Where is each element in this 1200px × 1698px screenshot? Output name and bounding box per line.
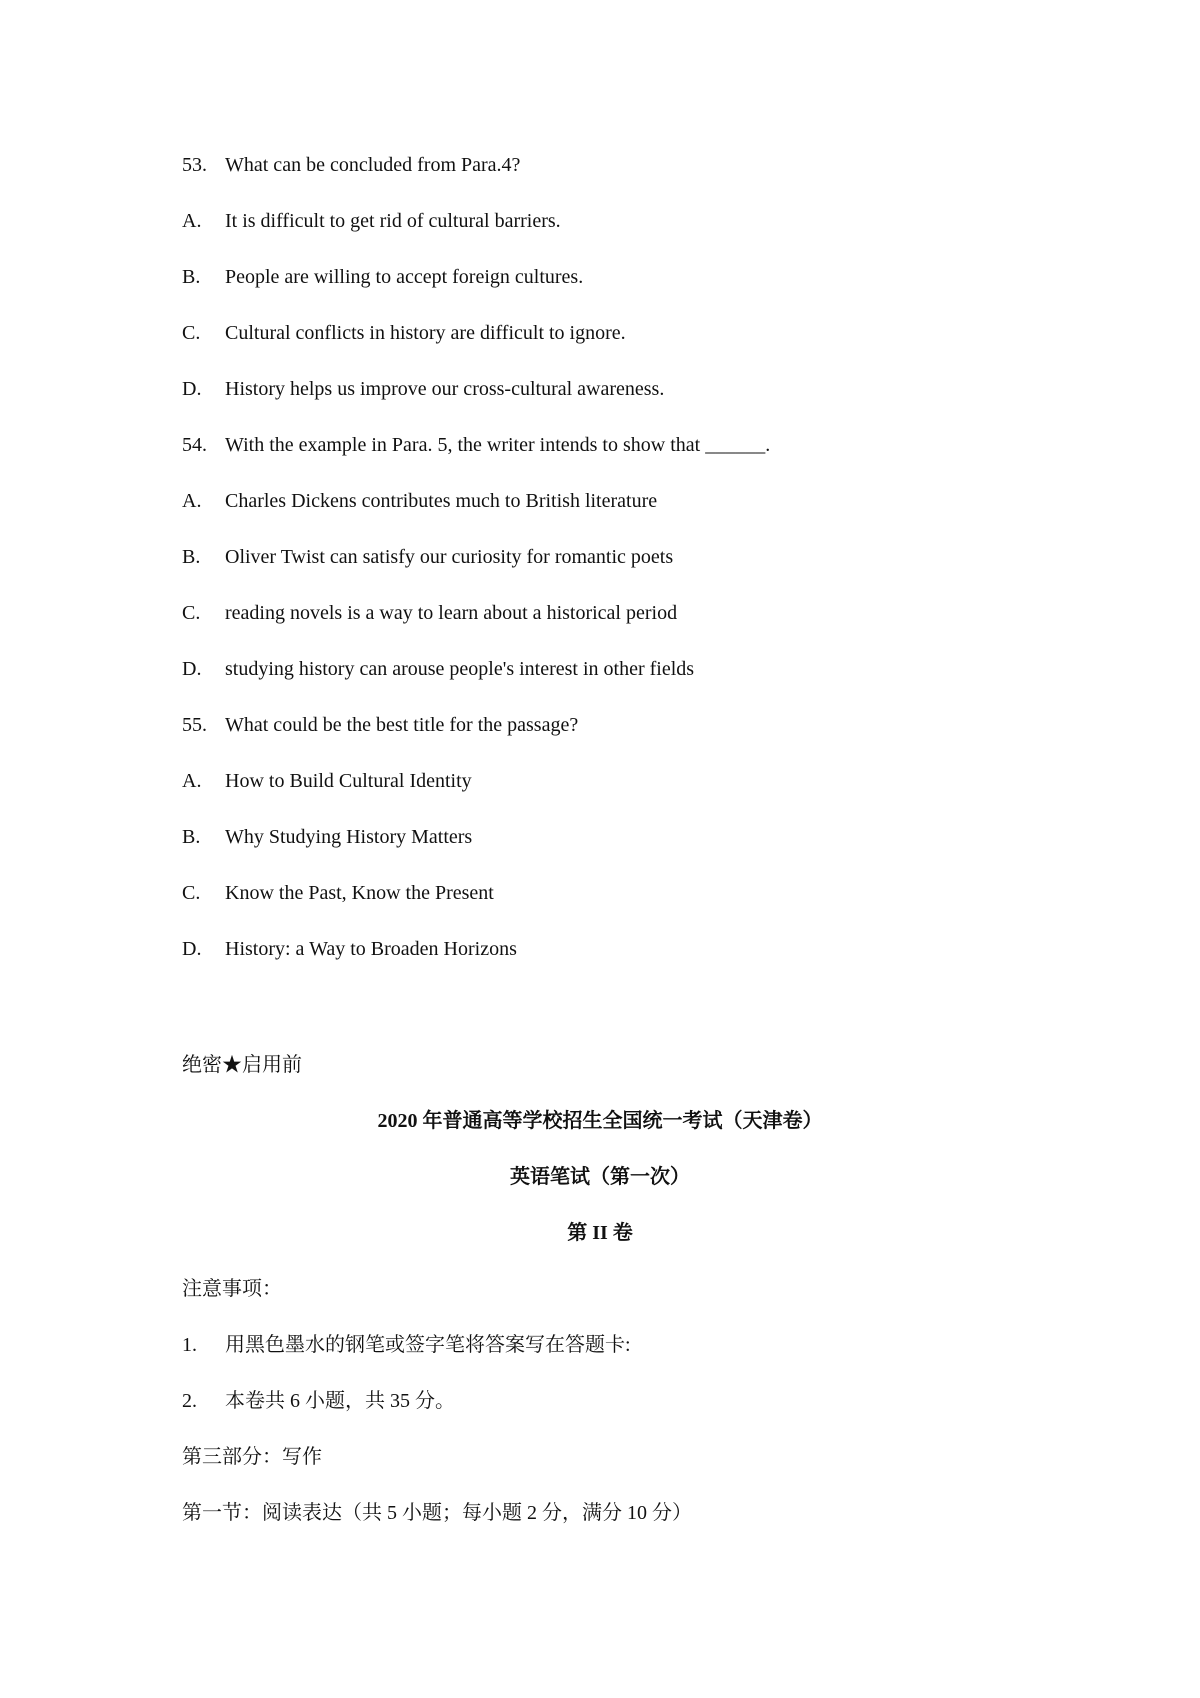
question-55-option-d [182,934,517,964]
question-text: What could be the best title for the passage? [225,714,579,736]
question-54-stem [182,430,770,460]
notes-item-2 [182,1386,455,1416]
option-letter: C. [182,882,201,904]
notes-item-number: 1. [182,1334,197,1356]
notes-item-text: 用黑色墨水的钢笔或签字笔将答案写在答题卡: [225,1334,631,1356]
option-letter: D. [182,658,202,680]
option-letter: B. [182,266,201,288]
section-subsection-title: 第一节：阅读表达（共 5 小题；每小题 2 分，满分 10 分） [182,1502,692,1524]
option-text: How to Build Cultural Identity [225,770,472,792]
section-part-title: 第三部分：写作 [182,1446,322,1468]
option-text: studying history can arouse people's interest in other fields [225,658,695,680]
option-letter: C. [182,602,201,624]
exam-title: 2020 年普通高等学校招生全国统一考试（天津卷） [377,1110,823,1132]
question-53-option-c [182,318,626,348]
secret-mark: 绝密★启用前 [182,1054,302,1076]
notes-item-text: 本卷共 6 小题，共 35 分。 [225,1390,455,1412]
option-letter: D. [182,938,202,960]
option-text: Oliver Twist can satisfy our curiosity for romantic poets [225,546,674,568]
question-53-stem [182,150,520,180]
question-text: With the example in Para. 5, the writer intends to show that ______. [225,434,771,456]
option-text: Know the Past, Know the Present [225,882,494,904]
question-53-option-a [182,206,561,236]
option-letter: A. [182,490,202,512]
question-text: What can be concluded from Para.4? [225,154,521,176]
question-55-option-b [182,822,472,852]
exam-subtitle: 英语笔试（第一次） [510,1166,690,1188]
option-letter: A. [182,770,202,792]
option-letter: B. [182,546,201,568]
question-number: 54. [182,434,207,456]
option-text: Why Studying History Matters [225,826,473,848]
question-55-option-a [182,766,472,796]
notes-item-number: 2. [182,1390,197,1412]
option-text: It is difficult to get rid of cultural barriers. [225,210,561,232]
question-54-option-a [182,486,657,516]
question-55-option-c [182,878,494,908]
option-letter: D. [182,378,202,400]
option-text: reading novels is a way to learn about a historical period [225,602,678,624]
option-text: History helps us improve our cross-cultural awareness. [225,378,665,400]
option-letter: A. [182,210,202,232]
question-54-option-d [182,654,694,684]
notes-item-1 [182,1330,631,1360]
question-number: 55. [182,714,207,736]
question-55-stem [182,710,578,740]
question-54-option-b [182,542,673,572]
option-letter: C. [182,322,201,344]
notes-heading: 注意事项： [182,1278,282,1300]
option-text: Charles Dickens contributes much to British literature [225,490,658,512]
volume-title: 第 II 卷 [567,1222,633,1244]
question-53-option-b [182,262,583,292]
option-letter: B. [182,826,201,848]
question-54-option-c [182,598,677,628]
question-number: 53. [182,154,207,176]
option-text: People are willing to accept foreign cultures. [225,266,584,288]
option-text: History: a Way to Broaden Horizons [225,938,517,960]
option-text: Cultural conflicts in history are difficult to ignore. [225,322,626,344]
question-53-option-d [182,374,664,404]
